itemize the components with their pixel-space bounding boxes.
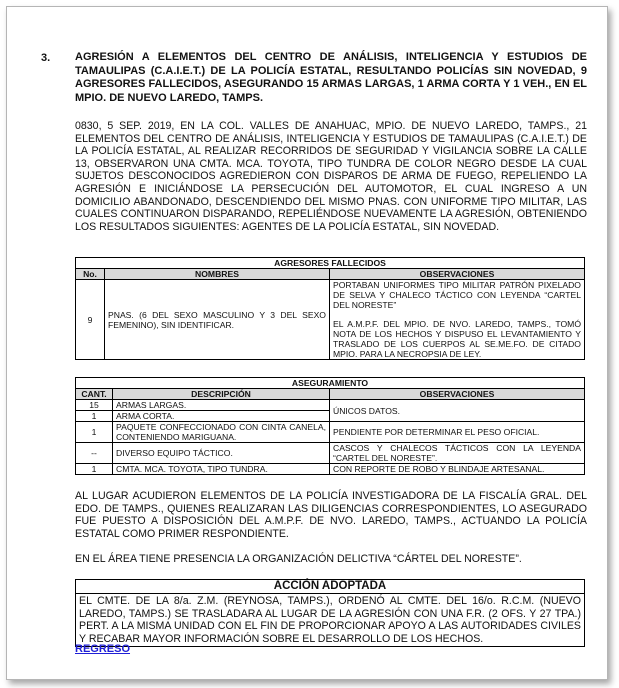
col-header-cant: CANT.	[76, 389, 113, 400]
col-header-observaciones: OBSERVACIONES	[330, 389, 585, 400]
followup-paragraph: AL LUGAR ACUDIERON ELEMENTOS DE LA POLICÍA INVESTIGADORA DE LA FISCALÍA GRAL. DEL EDO. DE TAMPS., QUIENES REALIZARAN LAS DILIGENCIAS CORRESPONDIENTES, LO ASEGURADO FUE PUESTO A DISPOSICIÓN DEL A.M.P.F. DE NVO. LAREDO, TAMPS., ACTUANDO LA POLICÍA ESTATAL COMO PRIMER RESPONDIENTE.	[75, 490, 587, 540]
presence-paragraph: EN EL ÁREA TIENE PRESENCIA LA ORGANIZACIÓN DELICTIVA “CÁRTEL DEL NORESTE”.	[75, 553, 522, 565]
document-page	[6, 6, 608, 680]
cell-observaciones	[330, 280, 585, 360]
cell-observaciones: ÚNICOS DATOS.	[330, 400, 585, 422]
cell-descripcion: ARMAS LARGAS.	[113, 400, 330, 411]
aseguramiento-table	[75, 377, 585, 475]
cell-nombres: PNAS. (6 DEL SEXO MASCULINO Y 3 DEL SEXO FEMENINO), SIN IDENTIFICAR.	[105, 280, 330, 360]
col-header-no: No.	[76, 269, 105, 280]
table-row	[76, 443, 585, 464]
cell-no: 9	[76, 280, 105, 360]
cell-observaciones: PENDIENTE POR DETERMINAR EL PESO OFICIAL.	[330, 422, 585, 443]
cell-observaciones: CON REPORTE DE ROBO Y BLINDAJE ARTESANAL.	[330, 464, 585, 475]
cell-cant: 1	[76, 422, 113, 443]
col-header-observaciones: OBSERVACIONES	[330, 269, 585, 280]
cell-observaciones: CASCOS Y CHALECOS TÁCTICOS CON LA LEYENDA “CARTEL DEL NORESTE”.	[330, 443, 585, 464]
obs-ampf: EL A.M.P.F. DEL MPIO. DE NVO. LAREDO, TAMPS., TOMÓ NOTA DE LOS HECHOS Y DISPUSO EL LEVANTAMIENTO Y TRASLADO DE LOS CUERPOS AL SE.ME.FO. DE CITADO MPIO. PARA LA NECROPSIA DE LEY.	[333, 319, 581, 359]
table-row	[76, 464, 585, 475]
accion-table	[75, 579, 585, 647]
col-header-nombres: NOMBRES	[105, 269, 330, 280]
section-heading: AGRESIÓN A ELEMENTOS DEL CENTRO DE ANÁLISIS, INTELIGENCIA Y ESTUDIOS DE TAMAULIPAS (C.A.I.E.T.) DE LA POLICÍA ESTATAL, RESULTANDO POLICÍAS SIN NOVEDAD, 9 AGRESORES FALLECIDOS, ASEGURANDO 15 ARMAS LARGAS, 1 ARMA CORTA Y 1 VEH., EN EL MPIO. DE NUEVO LAREDO, TAMPS.	[75, 51, 587, 104]
cell-cant: --	[76, 443, 113, 464]
fallecidos-caption: AGRESORES FALLECIDOS	[76, 258, 585, 269]
cell-descripcion: ARMA CORTA.	[113, 411, 330, 422]
table-row	[76, 400, 585, 411]
cell-cant: 15	[76, 400, 113, 411]
col-header-descripcion: DESCRIPCIÓN	[113, 389, 330, 400]
incident-paragraph: 0830, 5 SEP. 2019, EN LA COL. VALLES DE ANAHUAC, MPIO. DE NUEVO LAREDO, TAMPS., 21 ELEMENTOS DEL CENTRO DE ANÁLISIS, INTELIGENCIA Y ESTUDIOS DE TAMAULIPAS (C.A.I.E.T.) DE LA POLICÍA ESTATAL, AL REALIZAR RECORRIDOS DE SEGURIDAD Y VIGILANCIA SOBRE LA CALLE 13, OBSERVARON UNA CMTA. MCA. TOYOTA, TIPO TUNDRA DE COLOR NEGRO DESDE LA CUAL SUJETOS DESCONOCIDOS AGREDIERON CON DISPAROS DE ARMA DE FUEGO, REPELIENDO LA AGRESIÓN E INICIÁNDOSE LA PERSECUCIÓN DEL AUTOMOTOR, EL CUAL INGRESO A UN DOMICILIO ABANDONADO, DESCENDIENDO DEL MISMO PNAS. CON UNIFORME TIPO MILITAR, LAS CUALES CONTINUARON DISPARANDO, REPELIÉNDOSE NUEVAMENTE LA AGRESIÓN, OBTENIENDO LOS RESULTADOS SIGUIENTES: AGENTES DE LA POLICÍA ESTATAL, SIN NOVEDAD.	[75, 120, 587, 233]
cell-cant: 1	[76, 411, 113, 422]
obs-uniformes: PORTABAN UNIFORMES TIPO MILITAR PATRÓN PIXELADO DE SELVA Y CHALECO TÁCTICO CON LEYENDA “CARTEL DEL NORESTE”	[333, 280, 581, 310]
regreso-link[interactable]: REGRESO	[75, 643, 131, 655]
table-row	[76, 422, 585, 443]
section-number: 3.	[41, 52, 51, 64]
cell-descripcion: CMTA. MCA. TOYOTA, TIPO TUNDRA.	[113, 464, 330, 475]
accion-text: EL CMTE. DE LA 8/a. Z.M. (REYNOSA, TAMPS.), ORDENÓ AL CMTE. DEL 16/o. R.C.M. (NUEVO LAREDO, TAMPS.) SE TRASLADARA AL LUGAR DE LA AGRESIÓN CON UNA F.R. (2 OFS. Y 27 TPA.) PERT. A LA MISMA UNIDAD CON EL FIN DE PROPORCIONAR APOYO A LAS AUTORIDADES CIVILES Y RECABAR MAYOR INFORMACIÓN SOBRE EL DESARROLLO DE LOS HECHOS.	[76, 594, 585, 647]
aseguramiento-caption: ASEGURAMIENTO	[76, 378, 585, 389]
cell-descripcion: PAQUETE CONFECCIONADO CON CINTA CANELA, CONTENIENDO MARIGUANA.	[113, 422, 330, 443]
fallecidos-table	[75, 257, 585, 360]
accion-title: ACCIÓN ADOPTADA	[76, 580, 585, 594]
cell-descripcion: DIVERSO EQUIPO TÁCTICO.	[113, 443, 330, 464]
table-row	[76, 280, 585, 360]
cell-cant: 1	[76, 464, 113, 475]
